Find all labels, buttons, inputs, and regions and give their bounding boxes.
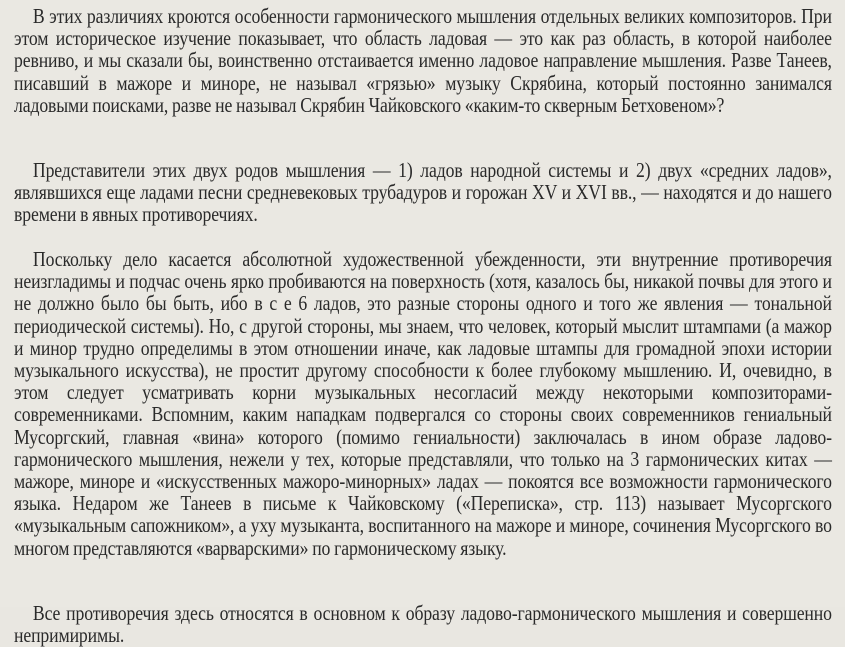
paragraph-3: Поскольку дело касается абсолютной художественной убежденности, эти внутренние противоречия неизгладимы и подчас очень ярко пробиваются на поверхность (хотя, казалось бы, никакой почвы для этого и не должно было бы быть, ибо в с е 6 ладов, это разные стороны одного и того же явления — тональной периодической системы). Но, с другой стороны, мы знаем, что человек, который мыслит штампами (а мажор и минор трудно определимы в этом отношении иначе, как ладовые штампы для громадной эпохи истории музыкального искусства), не простит другому способности к более глубокому мышлению. И, очевидно, в этом следует усматривать корни музыкальных несогласий между некоторыми композиторами-современниками. Вспомним, каким нападкам подвергался со стороны своих современников гениальный Мусоргский, главная «вина» которого (помимо гениальности) заключалась в ином образе ладово-гармонического мышления, нежели у тех, которые представляли, что только на 3 гармонических китах — мажоре, миноре и «искусственных мажоро-минорных» ладах — покоятся все возможности гармонического языка. Недаром же Танеев в письме к Чайковскому («Переписка», стр. 113) называет Мусоргского «музыкальным сапожником», а уху музыканта, воспитанного на мажоре и миноре, сочинения Мусоргского во многом представляются «варварскими» по гармоническому языку. [14, 249, 832, 560]
paragraph-2: Представители этих двух родов мышления — 1) ладов народной системы и 2) двух «средних ладов», являвшихся еще ладами песни средневековых трубадуров и горожан XV и XVI вв., — находятся и до нашего времени в явных противоречиях. [14, 160, 832, 227]
paragraph-1: В этих различиях кроются особенности гармонического мышления отдельных великих композиторов. При этом историческое изучение показывает, что область ладовая — это как раз область, в которой наиболее ревниво, и мы сказали бы, воинственно отстаивается именно ладовое направление мышления. Разве Танеев, писавший в мажоре и миноре, не называл «грязью» музыку Скрябина, который постоянно занимался ладовыми поисками, разве не называл Скрябин Чайковского «каким-то скверным Бетховеном»? [14, 6, 832, 117]
paragraph-4: Все противоречия здесь относятся в основном к образу ладово-гармонического мышления и совершенно непримиримы. [14, 603, 832, 647]
text-body [14, 6, 832, 647]
